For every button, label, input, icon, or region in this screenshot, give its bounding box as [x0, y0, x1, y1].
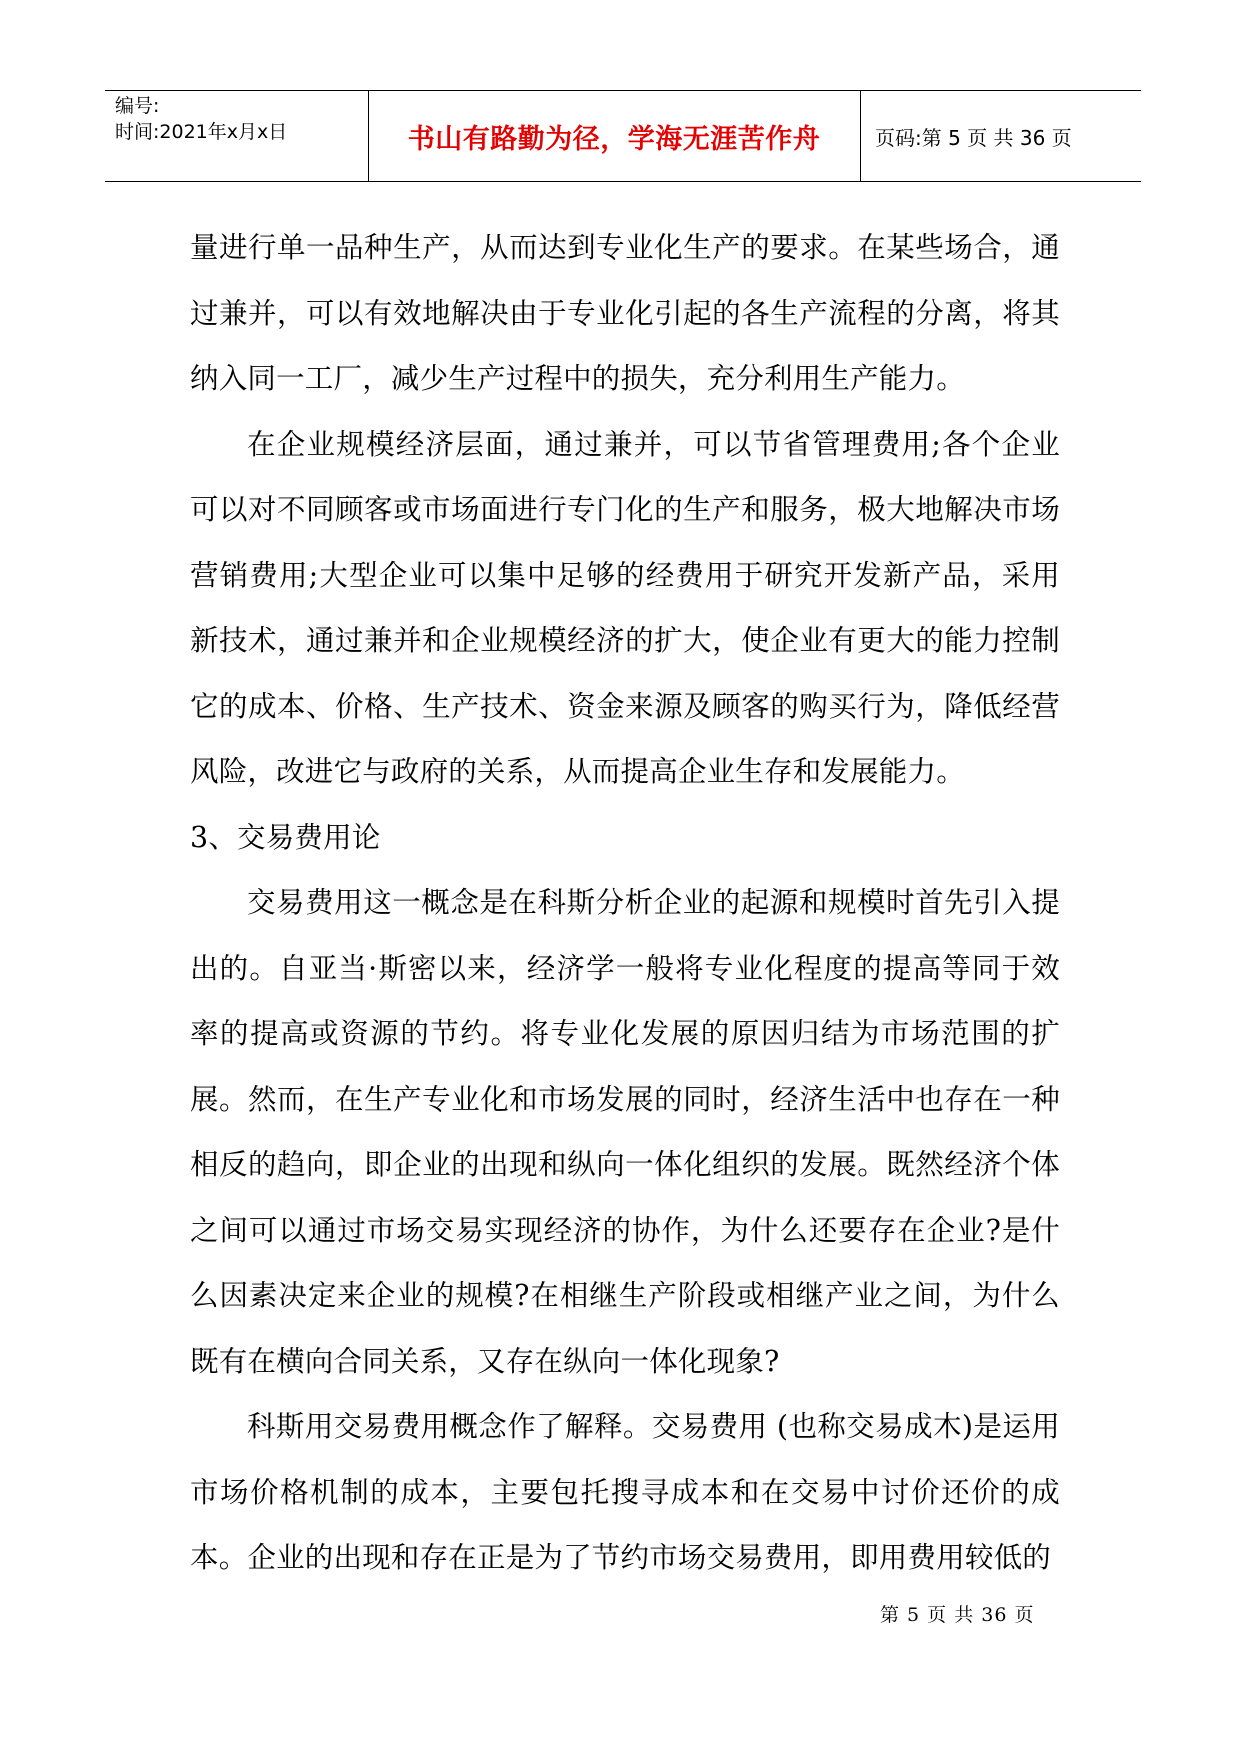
- body-paragraph: 交易费用这一概念是在科斯分析企业的起源和规模时首先引入提出的。自亚当·斯密以来，经济学一般将专业化程度的提高等同于效率的提高或资源的节约。将专业化发展的原因归结为市场范围的扩展。然而，在生产专业化和市场发展的同时，经济生活中也存在一种相反的趋向，即企业的出现和纵向一体化组织的发展。既然经济个体之间可以通过市场交易实现经济的协作，为什么还要存在企业?是什么因素决定来企业的规模?在相继生产阶段或相继产业之间，为什么既有在横向合同关系，又存在纵向一体化现象?: [190, 886, 1060, 1378]
- body-paragraph: 量进行单一品种生产，从而达到专业化生产的要求。在某些场合，通过兼并，可以有效地解决由于专业化引起的各生产流程的分离，将其纳入同一工厂，减少生产过程中的损失，充分利用生产能力。: [190, 231, 1060, 395]
- header-divider-right: [860, 91, 861, 181]
- header-meta: [115, 91, 370, 181]
- document-time-label: 时间:2021年x月x日: [115, 121, 288, 143]
- page-header: [105, 90, 1141, 182]
- document-body: [190, 215, 1060, 1591]
- header-page-number: 页码:第 5 页 共 36 页: [875, 125, 1072, 150]
- body-paragraph: 科斯用交易费用概念作了解释。交易费用 (也称交易成木)是运用市场价格机制的成本，主要包托搜寻成本和在交易中讨价还价的成本。企业的出现和存在正是为了节约市场交易费用，即用费用较低的: [190, 1410, 1060, 1574]
- document-code-label: 编号:: [115, 95, 160, 117]
- header-motto: 书山有路勤为径，学海无涯苦作舟: [407, 123, 821, 155]
- section-heading: 3、交易费用论: [190, 820, 381, 854]
- body-paragraph: 在企业规模经济层面，通过兼并，可以节省管理费用;各个企业可以对不同顾客或市场面进行专门化的生产和服务，极大地解决市场营销费用;大型企业可以集中足够的经费用于研究开发新产品，采用新技术，通过兼并和企业规模经济的扩大，使企业有更大的能力控制它的成本、价格、生产技术、资金来源及顾客的购买行为，降低经营风险，改进它与政府的关系，从而提高企业生存和发展能力。: [190, 427, 1060, 788]
- page-footer: 第 5 页 共 36 页: [880, 1604, 1035, 1626]
